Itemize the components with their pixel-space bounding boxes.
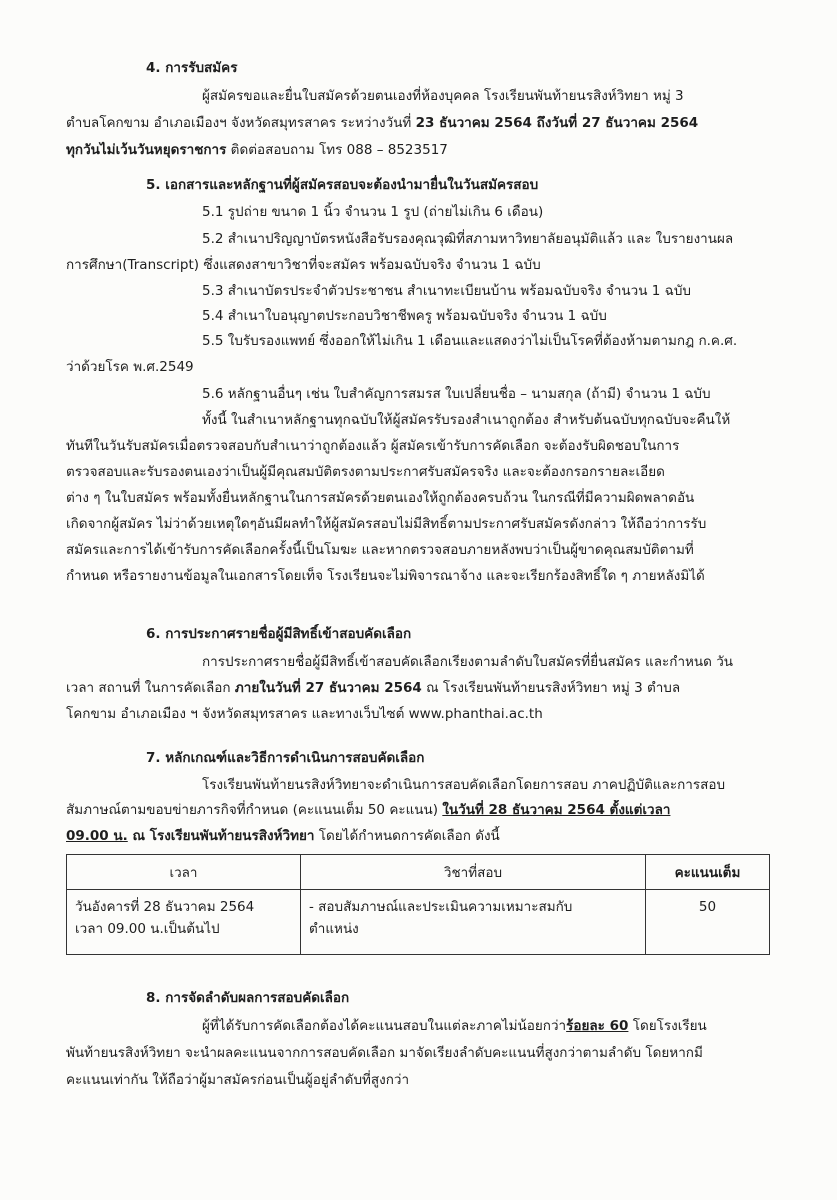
s5-item-3: 5.3 สำเนาบัตรประจำตัวประชาชน สำเนาทะเบียนบ้าน พร้อมฉบับจริง จำนวน 1 ฉบับ: [202, 283, 691, 299]
s7-line-1: โรงเรียนพันท้ายนรสิงห์วิทยาจะดำเนินการสอบคัดเลือกโดยการสอบ ภาคปฏิบัติและการสอบ: [202, 777, 726, 793]
s5-item-2a: 5.2 สำเนาปริญญาบัตรหนังสือรับรองคุณวุฒิที่สภามหาวิทยาลัยอนุมัติแล้ว และ ใบรายงานผล: [202, 231, 734, 247]
table-header-row: [67, 855, 770, 890]
s8-line-3: คะแนนเท่ากัน ให้ถือว่าผู้มาสมัครก่อนเป็นผู้อยู่ลำดับที่สูงกว่า: [66, 1072, 410, 1088]
s6-line-3: โคกขาม อำเภอเมือง ฯ จังหวัดสมุทรสาคร และทางเว็บไซต์ www.phanthai.ac.th: [66, 706, 543, 722]
s5-para-line-5: เกิดจากผู้สมัคร ไม่ว่าด้วยเหตุใดๆอันมีผลทำให้ผู้สมัครสอบไม่มีสิทธิ์ตามประกาศรับสมัครดังกล่าว ให้ถือว่าการรับ: [66, 516, 707, 532]
s7-line-2: สัมภาษณ์ตามขอบข่ายภารกิจที่กำหนด (คะแนนเต็ม 50 คะแนน) ในวันที่ 28 ธันวาคม 2564 ตั้งแต่เวลา: [66, 802, 671, 818]
section-4-heading: 4. การรับสมัคร: [146, 60, 238, 76]
cell-subject-line-2: ตำแหน่ง: [309, 921, 359, 937]
section-5-heading: 5. เอกสารและหลักฐานที่ผู้สมัครสอบจะต้องนำมายื่นในวันสมัครสอบ: [146, 177, 539, 193]
s5-para-line-1: ทั้งนี้ ในสำเนาหลักฐานทุกฉบับให้ผู้สมัครรับรองสำเนาถูกต้อง สำหรับต้นฉบับทุกฉบับจะคืนให้: [202, 412, 731, 428]
s7-line-3: 09.00 น. ณ โรงเรียนพันท้ายนรสิงห์วิทยา โดยได้กำหนดการคัดเลือก ดังนี้: [66, 828, 500, 844]
s5-item-1: 5.1 รูปถ่าย ขนาด 1 นิ้ว จำนวน 1 รูป (ถ่ายไม่เกิน 6 เดือน): [202, 204, 544, 220]
s5-item-5a: 5.5 ใบรับรองแพทย์ ซึ่งออกให้ไม่เกิน 1 เดือนและแสดงว่าไม่เป็นโรคที่ต้องห้ามตามกฎ ก.ค.ศ.: [202, 333, 738, 349]
cell-time: [67, 890, 301, 955]
s4-line-2: ตำบลโคกขาม อำเภอเมืองฯ จังหวัดสมุทรสาคร ระหว่างวันที่ 23 ธันวาคม 2564 ถึงวันที่ 27 ธันวาคม 2564: [66, 115, 699, 131]
s4-line-1: ผู้สมัครขอและยื่นใบสมัครด้วยตนเองที่ห้องบุคคล โรงเรียนพันท้ายนรสิงห์วิทยา หมู่ 3: [202, 88, 684, 104]
s8-line-2: พันท้ายนรสิงห์วิทยา จะนำผลคะแนนจากการสอบคัดเลือก มาจัดเรียงลำดับคะแนนที่สูงกว่าตามลำดับ โดยหากมี: [66, 1045, 703, 1061]
s6-line-2: เวลา สถานที่ ในการคัดเลือก ภายในวันที่ 27 ธันวาคม 2564 ณ โรงเรียนพันท้ายนรสิงห์วิทยา หมู่ 3 ตำบล: [66, 680, 681, 696]
s8-line-1: ผู้ที่ได้รับการคัดเลือกต้องได้คะแนนสอบในแต่ละภาคไม่น้อยกว่าร้อยละ 60 โดยโรงเรียน: [202, 1018, 707, 1034]
header-full-score: คะแนนเต็ม: [646, 855, 770, 890]
section-8-heading: 8. การจัดลำดับผลการสอบคัดเลือก: [146, 990, 350, 1006]
cell-time-line-1: วันอังคารที่ 28 ธันวาคม 2564: [75, 899, 255, 915]
cell-score: 50: [646, 890, 770, 955]
header-subject: วิชาที่สอบ: [301, 855, 646, 890]
s5-item-5b: ว่าด้วยโรค พ.ศ.2549: [66, 359, 194, 375]
s4-line-3: ทุกวันไม่เว้นวันหยุดราชการ ติดต่อสอบถาม โทร 088 – 8523517: [66, 142, 448, 158]
header-time: เวลา: [67, 855, 301, 890]
s5-para-line-2: ทันทีในวันรับสมัครเมื่อตรวจสอบกับสำเนาว่าถูกต้องแล้ว ผู้สมัครเข้ารับการคัดเลือก จะต้องรับผิดชอบในการ: [66, 438, 680, 454]
s5-para-line-3: ตรวจสอบและรับรองตนเองว่าเป็นผู้มีคุณสมบัติตรงตามประกาศรับสมัครจริง และจะต้องกรอกรายละเอียด: [66, 464, 665, 480]
cell-subject: [301, 890, 646, 955]
table-row: [67, 890, 770, 955]
s6-line-1: การประกาศรายชื่อผู้มีสิทธิ์เข้าสอบคัดเลือกเรียงตามลำดับใบสมัครที่ยื่นสมัคร และกำหนด วัน: [202, 654, 734, 670]
s5-para-line-7: กำหนด หรือรายงานข้อมูลในเอกสารโดยเท็จ โรงเรียนจะไม่พิจารณาจ้าง และจะเรียกร้องสิทธิ์ใด ๆ ภายหลังมิได้: [66, 568, 705, 584]
s5-item-4: 5.4 สำเนาใบอนุญาตประกอบวิชาชีพครู พร้อมฉบับจริง จำนวน 1 ฉบับ: [202, 308, 607, 324]
s5-item-6: 5.6 หลักฐานอื่นๆ เช่น ใบสำคัญการสมรส ใบเปลี่ยนชื่อ – นามสกุล (ถ้ามี) จำนวน 1 ฉบับ: [202, 386, 711, 402]
s5-para-line-6: สมัครและการได้เข้ารับการคัดเลือกครั้งนี้เป็นโมฆะ และหากตรวจสอบภายหลังพบว่าเป็นผู้ขาดคุณสมบัติตามที่: [66, 542, 694, 558]
exam-schedule-table: [66, 854, 770, 955]
s5-item-2b: การศึกษา(Transcript) ซึ่งแสดงสาขาวิชาที่จะสมัคร พร้อมฉบับจริง จำนวน 1 ฉบับ: [66, 257, 541, 273]
section-7-heading: 7. หลักเกณฑ์และวิธีการดำเนินการสอบคัดเลือก: [146, 750, 425, 766]
cell-time-line-2: เวลา 09.00 น.เป็นต้นไป: [75, 921, 220, 937]
s5-para-line-4: ต่าง ๆ ในใบสมัคร พร้อมทั้งยื่นหลักฐานในการสมัครด้วยตนเองให้ถูกต้องครบถ้วน ในกรณีที่มีความผิดพลาดอัน: [66, 490, 695, 506]
cell-subject-line-1: - สอบสัมภาษณ์และประเมินความเหมาะสมกับ: [309, 899, 573, 915]
section-6-heading: 6. การประกาศรายชื่อผู้มีสิทธิ์เข้าสอบคัดเลือก: [146, 626, 412, 642]
